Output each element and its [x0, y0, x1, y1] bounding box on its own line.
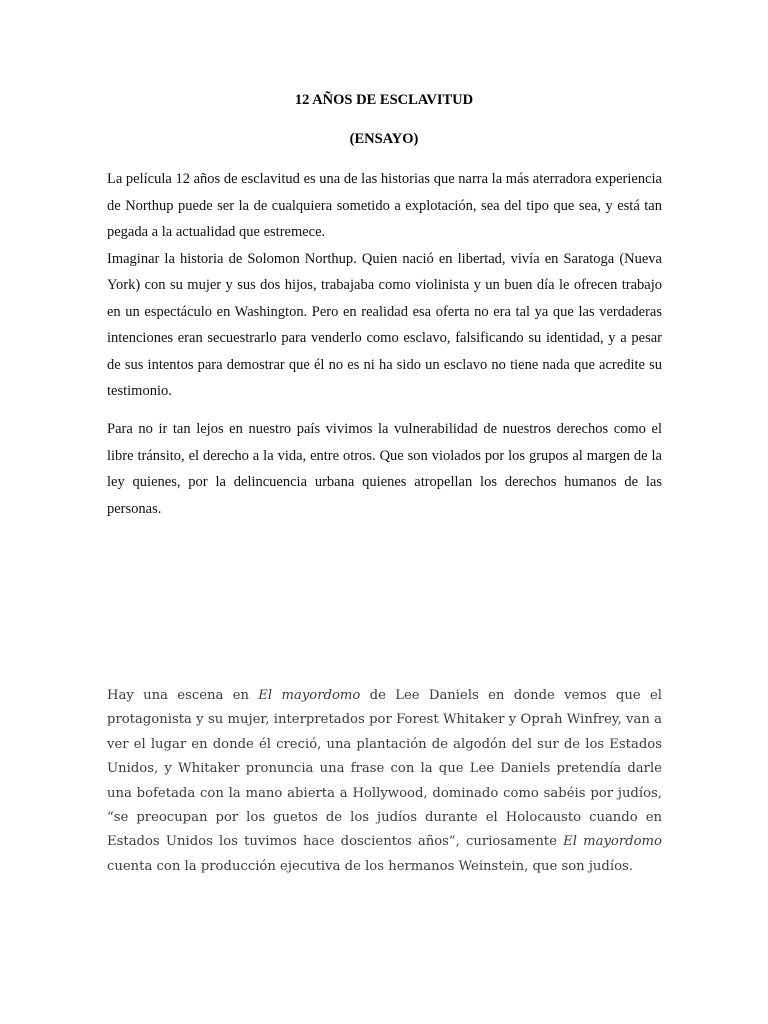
film-title-italic-2: El mayordomo: [563, 834, 662, 850]
paragraph-mayordomo-text-3: cuenta con la producción ejecutiva de los hermanos Weinstein, que son judíos.: [107, 858, 633, 874]
paragraph-intro-part-a: La película 12 años de esclavitud es una de las historias que narra la más aterradora experiencia de Northup puede ser la de cualquiera sometido a explotación, sea del tipo que sea, y está tan pegada a la actualidad que estremece.: [107, 171, 662, 240]
film-title-italic-1: El mayordomo: [258, 688, 361, 703]
paragraph-intro: [107, 166, 662, 405]
document-title: 12 AÑOS DE ESCLAVITUD: [294, 92, 474, 108]
paragraph-mayordomo: [107, 684, 662, 879]
document-subtitle: (ENSAYO): [349, 131, 419, 147]
paragraph-mayordomo-text-2: de Lee Daniels en donde vemos que el protagonista y su mujer, interpretados por Forest Whitaker y Oprah Winfrey, van a ver el lugar en donde él creció, una plantación de algodón del sur de los Estados Unidos, y Whitaker pronuncia una frase con la que Lee Daniels pretendía darle una bofetada con la mano abierta a Hollywood, dominado como sabéis por judíos, “se preocupan por los guetos de los judíos durante el Holocausto cuando en Estados Unidos los tuvimos hace doscientos años”, curiosamente: [107, 688, 662, 850]
paragraph-local-context: Para no ir tan lejos en nuestro país vivimos la vulnerabilidad de nuestros derechos como el libre tránsito, el derecho a la vida, entre otros. Que son violados por los grupos al margen de la ley quienes, por la delincuencia urbana quienes atropellan los derechos humanos de las personas.: [107, 421, 662, 517]
paragraph-mayordomo-text-1: Hay una escena en: [107, 688, 259, 703]
paragraph-intro-part-b: Imaginar la historia de Solomon Northup. Quien nació en libertad, vivía en Saratoga (Nueva York) con su mujer y sus dos hijos, trabajaba como violinista y un buen día le ofrecen trabajo en un espectáculo en Washington. Pero en realidad esa oferta no era tal ya que las verdaderas intenciones eran secuestrarlo para venderlo como esclavo, falsificando su identidad, y a pesar de sus intentos para demostrar que él no es ni ha sido un esclavo no tiene nada que acredite su testimonio.: [107, 250, 662, 399]
